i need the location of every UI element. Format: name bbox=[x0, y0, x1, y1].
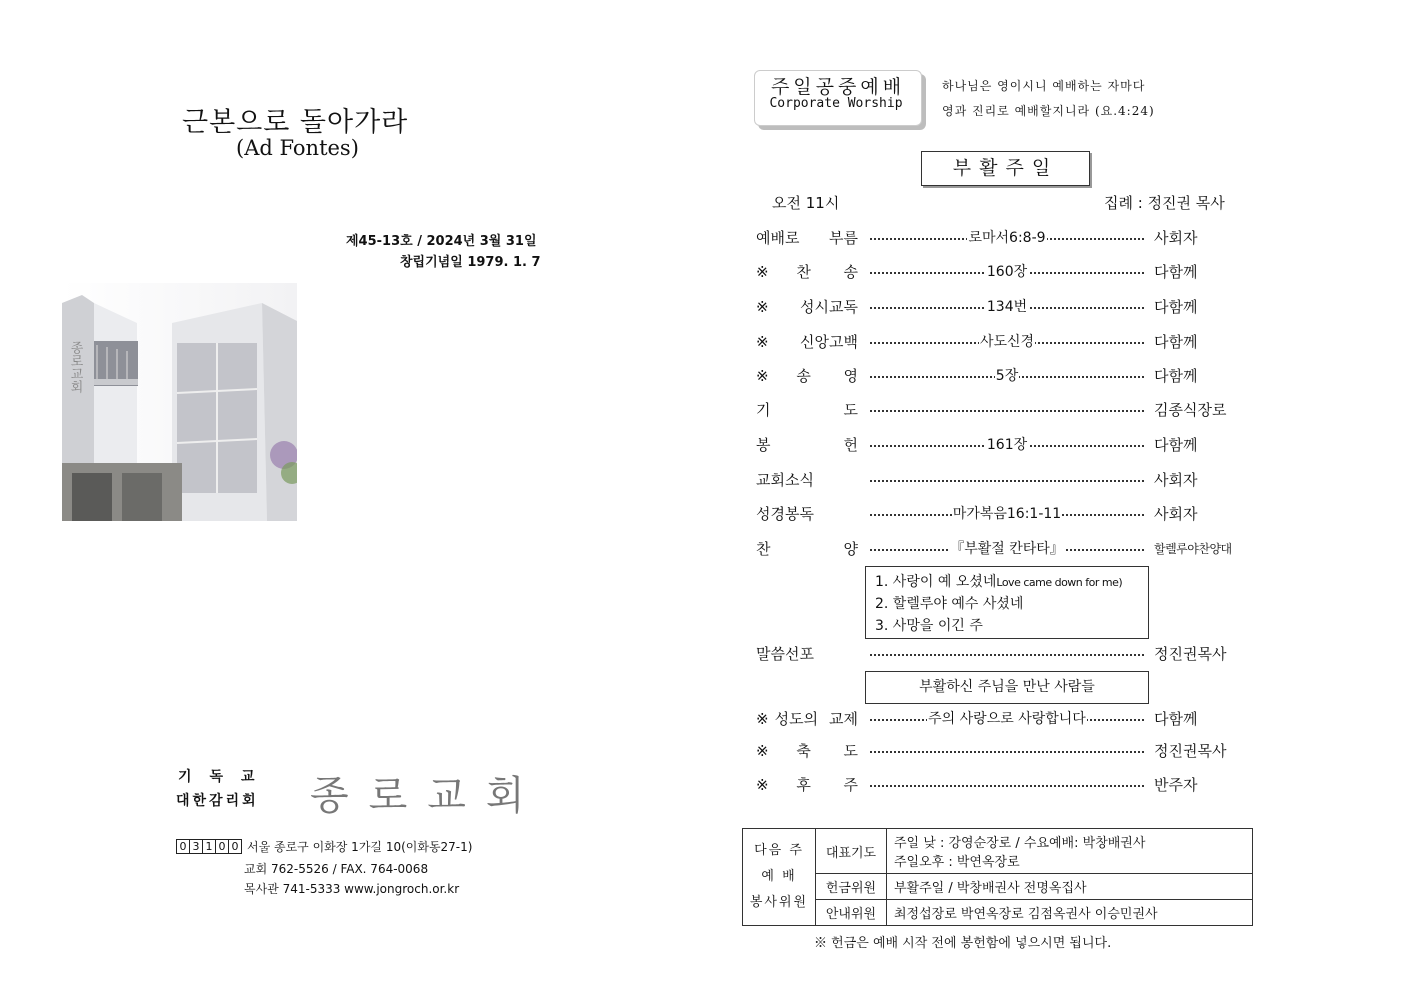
zip-digit: 0 bbox=[176, 839, 190, 854]
service-item-leader bbox=[870, 740, 1144, 760]
service-item-person: 정진권목사 bbox=[1154, 741, 1227, 760]
service-item-detail: 주의 사랑으로 사랑합니다 bbox=[928, 711, 1086, 727]
cantata-song-list bbox=[865, 566, 1149, 639]
denomination-line2: 대한감리회 bbox=[176, 793, 259, 809]
service-item-leader bbox=[870, 261, 1144, 281]
service-item bbox=[756, 706, 1250, 730]
service-item bbox=[756, 225, 1250, 249]
service-item-leader bbox=[870, 469, 1144, 489]
church-building-photo bbox=[62, 283, 297, 521]
pastor-house-website[interactable]: 목사관 741-5333 www.jongroch.or.kr bbox=[244, 882, 460, 896]
service-item-label: 교회소식 bbox=[756, 470, 814, 489]
service-item-label: 봉 헌 bbox=[756, 435, 858, 454]
service-item bbox=[756, 294, 1250, 318]
volunteer-names: 최정섭장로 박연옥장로 김점옥권사 이승민권사 bbox=[887, 900, 1253, 926]
volunteer-role: 대표기도 bbox=[816, 829, 887, 874]
service-item-leader bbox=[870, 503, 1144, 523]
service-item-leader bbox=[870, 227, 1144, 247]
service-item bbox=[756, 536, 1250, 560]
service-item-label: 예배로 부름 bbox=[756, 228, 858, 247]
service-item-leader bbox=[870, 365, 1144, 385]
service-item-person: 김종식장로 bbox=[1154, 400, 1227, 419]
denomination-line1: 기독교 bbox=[178, 769, 273, 785]
scripture-verse-line2: 영과 진리로 예배할지니라 (요.4:24) bbox=[942, 104, 1155, 118]
service-item-label: ※후 주 bbox=[756, 775, 858, 794]
worship-header-subtitle: Corporate Worship bbox=[769, 96, 903, 111]
zip-digit: 1 bbox=[202, 839, 216, 854]
worship-header-title: 주일공중예배 bbox=[770, 76, 906, 98]
service-item-detail: 로마서6:8-9 bbox=[968, 230, 1046, 246]
service-item-person: 다함께 bbox=[1154, 366, 1198, 385]
service-item bbox=[756, 467, 1250, 491]
service-item-person: 사회자 bbox=[1154, 504, 1198, 523]
zip-digit: 0 bbox=[228, 839, 242, 854]
service-item-person: 다함께 bbox=[1154, 297, 1198, 316]
service-item-label: 성경봉독 bbox=[756, 504, 814, 523]
zip-code-boxes bbox=[176, 839, 241, 854]
service-item-label: ※축 도 bbox=[756, 741, 858, 760]
song-item: 3. 사망을 이긴 주 bbox=[875, 618, 983, 634]
service-item-person: 다함께 bbox=[1154, 262, 1198, 281]
service-item-leader bbox=[870, 434, 1144, 454]
service-item-label: ※찬 송 bbox=[756, 262, 858, 281]
service-item-person: 사회자 bbox=[1154, 470, 1198, 489]
service-item-person: 할렐루야찬양대 bbox=[1154, 541, 1232, 556]
phone-fax: 교회 762-5526 / FAX. 764-0068 bbox=[244, 862, 429, 876]
service-item-leader bbox=[870, 643, 1144, 663]
service-item bbox=[756, 259, 1250, 283]
service-item-leader bbox=[870, 774, 1144, 794]
service-item-person: 정진권목사 bbox=[1154, 644, 1227, 663]
volunteer-names: 부활주일 / 박창배권사 전명옥집사 bbox=[887, 874, 1253, 900]
sermon-title: 부활하신 주님을 만난 사람들 bbox=[865, 671, 1149, 704]
church-name: 종로교회 bbox=[310, 773, 545, 819]
issue-number: 제45-13호 / 2024년 3월 31일 bbox=[346, 234, 537, 249]
street-address: 서울 종로구 이화장 1가길 10(이화동27-1) bbox=[247, 840, 473, 854]
service-item-person: 다함께 bbox=[1154, 709, 1198, 728]
service-item bbox=[756, 501, 1250, 525]
service-item-label: 찬 양 bbox=[756, 539, 858, 558]
service-officiant: 집례 : 정진권 목사 bbox=[1104, 194, 1225, 212]
service-item-label: ※성도의 교제 bbox=[756, 709, 858, 728]
founding-date: 창립기념일 1979. 1. 7 bbox=[400, 255, 541, 270]
service-time: 오전 11시 bbox=[772, 194, 840, 212]
zip-digit: 0 bbox=[215, 839, 229, 854]
service-item bbox=[756, 363, 1250, 387]
offering-note: ※ 헌금은 예배 시작 전에 봉헌함에 넣으시면 됩니다. bbox=[814, 936, 1112, 951]
song-english-title: Love came down for me) bbox=[996, 576, 1123, 589]
service-item-detail: 134번 bbox=[986, 299, 1028, 315]
service-item-detail: 161장 bbox=[986, 437, 1028, 453]
photo-sign-text: 종로교회 bbox=[67, 341, 83, 393]
service-item-person: 반주자 bbox=[1154, 775, 1198, 794]
volunteer-table bbox=[742, 828, 1253, 926]
service-item-leader bbox=[870, 708, 1144, 728]
service-item-person: 다함께 bbox=[1154, 435, 1198, 454]
service-item-detail: 5장 bbox=[995, 368, 1019, 384]
service-item bbox=[756, 432, 1250, 456]
service-item bbox=[756, 738, 1250, 762]
bulletin-subtitle: (Ad Fontes) bbox=[236, 136, 359, 160]
scripture-verse-line1: 하나님은 영이시니 예배하는 자마다 bbox=[942, 79, 1146, 93]
song-item: 2. 할렐루야 예수 사셨네 bbox=[875, 596, 1024, 612]
service-item bbox=[756, 772, 1250, 796]
service-item-detail: 『부활절 칸타타』 bbox=[950, 541, 1064, 557]
bulletin-title: 근본으로 돌아가라 bbox=[182, 107, 409, 138]
volunteer-role: 헌금위원 bbox=[816, 874, 887, 900]
address-line bbox=[176, 838, 472, 855]
service-item-leader bbox=[870, 296, 1144, 316]
service-item-leader bbox=[870, 399, 1144, 419]
service-item-leader bbox=[870, 538, 1144, 558]
sunday-title: 부활주일 bbox=[921, 151, 1090, 186]
service-item-label: ※송 영 bbox=[756, 366, 858, 385]
volunteer-table-heading: 다음 주 예 배 봉사위원 bbox=[743, 829, 816, 926]
service-item-detail: 사도신경 bbox=[979, 334, 1035, 350]
service-item bbox=[756, 397, 1250, 421]
service-item-leader bbox=[870, 331, 1144, 351]
service-item-label: 기 도 bbox=[756, 400, 858, 419]
service-item-label: ※성시교독 bbox=[756, 297, 858, 316]
volunteer-role: 안내위원 bbox=[816, 900, 887, 926]
service-item-label: 말씀선포 bbox=[756, 644, 814, 663]
song-item: 1. 사랑이 예 오셨네Love came down for me) bbox=[875, 574, 1123, 590]
service-item-label: ※신앙고백 bbox=[756, 332, 858, 351]
service-item-person: 사회자 bbox=[1154, 228, 1198, 247]
service-item-detail: 마가복음16:1-11 bbox=[952, 506, 1062, 522]
service-item bbox=[756, 329, 1250, 353]
service-item-detail: 160장 bbox=[986, 264, 1028, 280]
volunteer-names: 주일 낮 : 강영순장로 / 수요예배: 박창배권사 주일오후 : 박연옥장로 bbox=[887, 829, 1253, 874]
service-item-person: 다함께 bbox=[1154, 332, 1198, 351]
service-item bbox=[756, 641, 1250, 665]
zip-digit: 3 bbox=[189, 839, 203, 854]
